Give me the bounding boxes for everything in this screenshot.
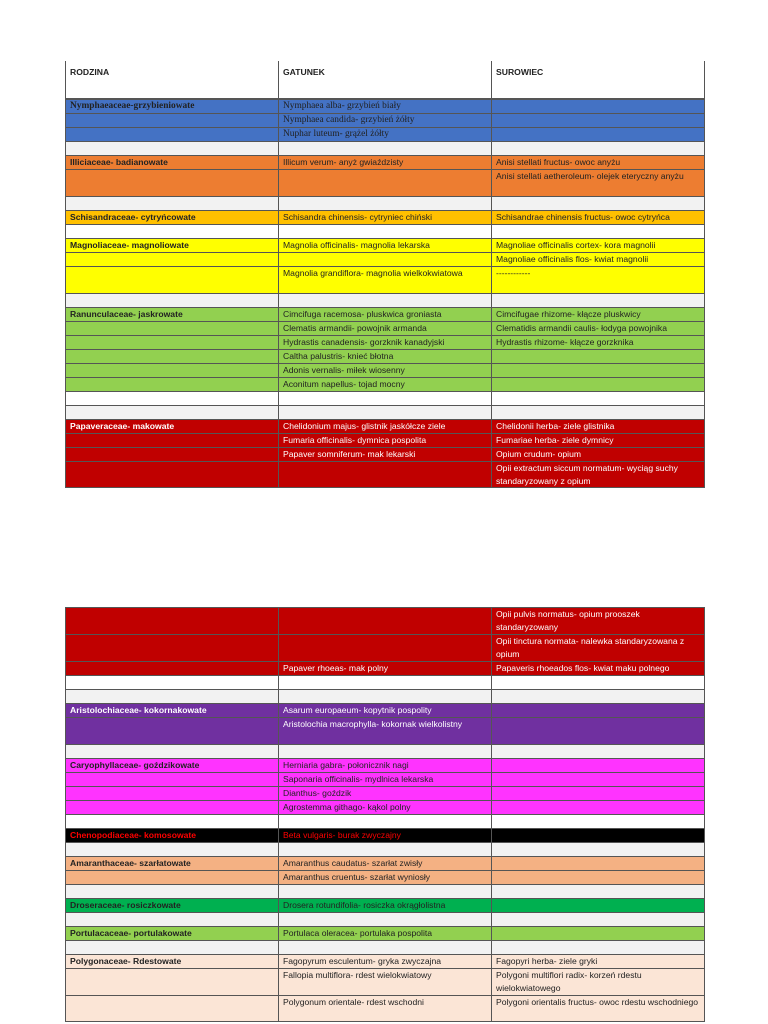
cell-surowiec [491,913,704,926]
cell-surowiec [491,100,704,113]
cell-rodzina [66,662,278,675]
cell-rodzina [66,128,278,141]
cell-gatunek [278,197,491,210]
cell-rodzina: Aristolochiaceae- kokornakowate [66,704,278,717]
table-row [66,898,704,912]
cell-surowiec: Polygoni multiflori radix- korzeń rdestu wielokwiatowego [491,969,704,995]
cell-rodzina: Polygonaceae- Rdestowate [66,955,278,968]
cell-surowiec [491,773,704,786]
cell-gatunek [278,608,491,634]
cell-gatunek [278,142,491,155]
table-row [66,786,704,800]
cell-rodzina [66,885,278,898]
cell-gatunek: Agrostemma githago- kąkol polny [278,801,491,814]
table-row [66,113,704,127]
table-row [66,127,704,141]
table-row [66,758,704,772]
cell-surowiec: Chelidonii herba- ziele glistnika [491,420,704,433]
cell-gatunek [278,941,491,954]
cell-surowiec: Anisi stellati fructus- owoc anyżu [491,156,704,169]
table-row [66,238,704,252]
cell-surowiec: Clematidis armandii caulis- łodyga powojnika [491,322,704,335]
cell-rodzina [66,434,278,447]
cell-rodzina: Portulacaceae- portulakowate [66,927,278,940]
table-row [66,800,704,814]
table-row [66,155,704,169]
cell-rodzina [66,294,278,307]
cell-rodzina [66,392,278,405]
table-row [66,607,704,634]
cell-gatunek: Fallopia multiflora- rdest wielokwiatowy [278,969,491,995]
table-row [66,461,704,488]
cell-rodzina: Amaranthaceae- szarłatowate [66,857,278,870]
cell-rodzina [66,322,278,335]
cell-rodzina: Caryophyllaceae- goździkowate [66,759,278,772]
cell-rodzina: Papaveraceae- makowate [66,420,278,433]
cell-rodzina [66,718,278,744]
cell-surowiec [491,676,704,689]
table-row [66,252,704,266]
table-row [66,926,704,940]
cell-rodzina [66,364,278,377]
table-row [66,744,704,758]
cell-rodzina: Magnoliaceae- magnoliowate [66,239,278,252]
cell-gatunek: Nymphaea alba- grzybień biały [278,100,491,113]
cell-gatunek: Caltha palustris- knieć błotna [278,350,491,363]
table-row [66,968,704,995]
cell-gatunek [278,170,491,196]
cell-surowiec: Schisandrae chinensis fructus- owoc cytryńca [491,211,704,224]
table-row [66,842,704,856]
cell-surowiec: ------------ [491,267,704,293]
cell-rodzina: Nymphaeaceae-grzybieniowate [66,100,278,113]
table-row [66,419,704,433]
cell-surowiec [491,941,704,954]
cell-surowiec [491,801,704,814]
cell-gatunek [278,462,491,487]
table-row [66,363,704,377]
cell-gatunek [278,815,491,828]
table-row [66,814,704,828]
cell-surowiec: Opii extractum siccum normatum- wyciąg suchy standaryzowany z opium [491,462,704,487]
plant-table-page-bottom [65,607,705,1022]
cell-surowiec [491,829,704,842]
cell-rodzina: Droseraceae- rosiczkowate [66,899,278,912]
table-row [66,169,704,196]
cell-gatunek [278,843,491,856]
cell-gatunek: Illicum verum- anyż gwiaździsty [278,156,491,169]
cell-surowiec [491,759,704,772]
cell-rodzina [66,996,278,1021]
table-row [66,954,704,968]
cell-rodzina [66,941,278,954]
cell-surowiec [491,871,704,884]
table-row [66,377,704,391]
cell-rodzina [66,969,278,995]
cell-surowiec [491,843,704,856]
cell-gatunek: Portulaca oleracea- portulaka pospolita [278,927,491,940]
table-row [66,293,704,307]
table-row [66,210,704,224]
cell-rodzina [66,462,278,487]
table-row [66,405,704,419]
cell-rodzina [66,676,278,689]
table-row [66,661,704,675]
cell-rodzina [66,378,278,391]
cell-gatunek: Hydrastis canadensis- gorzknik kanadyjski [278,336,491,349]
cell-surowiec [491,885,704,898]
cell-surowiec [491,225,704,238]
cell-gatunek: Aconitum napellus- tojad mocny [278,378,491,391]
table-row [66,856,704,870]
cell-surowiec [491,406,704,419]
cell-gatunek: Chelidonium majus- glistnik jaskółcze ziele [278,420,491,433]
cell-rodzina [66,350,278,363]
table-row [66,433,704,447]
table-row [66,349,704,363]
cell-gatunek [278,406,491,419]
cell-gatunek: Cimcifuga racemosa- pluskwica groniasta [278,308,491,321]
cell-rodzina: Illiciaceae- badianowate [66,156,278,169]
cell-surowiec [491,350,704,363]
cell-gatunek [278,885,491,898]
cell-gatunek: Magnolia officinalis- magnolia lekarska [278,239,491,252]
table-row [66,266,704,293]
plant-table-page-top [65,61,705,488]
table-header-row [66,61,704,99]
table-row [66,335,704,349]
cell-gatunek [278,294,491,307]
cell-surowiec [491,704,704,717]
cell-surowiec [491,142,704,155]
cell-gatunek: Beta vulgaris- burak zwyczajny [278,829,491,842]
cell-rodzina [66,690,278,703]
cell-rodzina [66,773,278,786]
cell-surowiec: Opii pulvis normatus- opium prooszek standaryzowany [491,608,704,634]
table-row [66,141,704,155]
cell-gatunek: Herniaria gabra- połonicznik nagi [278,759,491,772]
cell-gatunek [278,690,491,703]
table-row [66,940,704,954]
table-row [66,196,704,210]
cell-surowiec [491,128,704,141]
cell-surowiec: Anisi stellati aetheroleum- olejek eteryczny anyżu [491,170,704,196]
cell-gatunek: Amaranthus caudatus- szarłat zwisły [278,857,491,870]
cell-rodzina [66,913,278,926]
cell-gatunek [278,635,491,661]
cell-rodzina [66,871,278,884]
cell-gatunek [278,253,491,266]
cell-surowiec: Hydrastis rhizome- kłącze gorzknika [491,336,704,349]
cell-gatunek: Fagopyrum esculentum- gryka zwyczajna [278,955,491,968]
table-row [66,772,704,786]
table-row [66,689,704,703]
cell-gatunek: Fumaria officinalis- dymnica pospolita [278,434,491,447]
cell-gatunek: Asarum europaeum- kopytnik pospolity [278,704,491,717]
header-gatunek: GATUNEK [278,61,491,98]
cell-rodzina [66,608,278,634]
cell-surowiec [491,787,704,800]
cell-surowiec [491,197,704,210]
cell-rodzina: Chenopodiaceae- komosowate [66,829,278,842]
header-rodzina: RODZINA [70,67,110,77]
cell-surowiec: Fagopyri herba- ziele gryki [491,955,704,968]
table-row [66,321,704,335]
cell-gatunek: Adonis vernalis- miłek wiosenny [278,364,491,377]
table-row [66,391,704,405]
cell-gatunek [278,913,491,926]
table-row [66,675,704,689]
cell-gatunek: Dianthus- goździk [278,787,491,800]
cell-gatunek: Nuphar luteum- grążel żółty [278,128,491,141]
table-row [66,995,704,1022]
cell-rodzina [66,336,278,349]
cell-surowiec [491,378,704,391]
table-row [66,884,704,898]
cell-surowiec [491,899,704,912]
cell-surowiec [491,745,704,758]
cell-rodzina: Schisandraceae- cytryńcowate [66,211,278,224]
table-row [66,447,704,461]
cell-rodzina [66,815,278,828]
table-row [66,307,704,321]
cell-surowiec [491,690,704,703]
cell-gatunek: Drosera rotundifolia- rosiczka okrągłolistna [278,899,491,912]
cell-gatunek: Amaranthus cruentus- szarłat wyniosły [278,871,491,884]
cell-surowiec: Magnoliae officinalis flos- kwiat magnolii [491,253,704,266]
cell-rodzina [66,801,278,814]
cell-surowiec [491,364,704,377]
cell-surowiec [491,294,704,307]
cell-rodzina [66,197,278,210]
table-row [66,99,704,113]
cell-surowiec [491,718,704,744]
cell-gatunek: Clematis armandii- powojnik armanda [278,322,491,335]
cell-surowiec [491,927,704,940]
cell-surowiec: Polygoni orientalis fructus- owoc rdestu wschodniego [491,996,704,1021]
cell-gatunek: Magnolia grandiflora- magnolia wielkokwiatowa [278,267,491,293]
cell-rodzina [66,267,278,293]
cell-rodzina [66,448,278,461]
cell-gatunek: Saponaria officinalis- mydlnica lekarska [278,773,491,786]
cell-rodzina [66,635,278,661]
cell-surowiec: Magnoliae officinalis cortex- kora magnolii [491,239,704,252]
cell-rodzina [66,406,278,419]
table-row [66,912,704,926]
cell-rodzina [66,225,278,238]
table-row [66,224,704,238]
table-row [66,717,704,744]
cell-gatunek: Polygonum orientale- rdest wschodni [278,996,491,1021]
cell-surowiec: Papaveris rhoeados flos- kwiat maku polnego [491,662,704,675]
cell-gatunek: Papaver rhoeas- mak polny [278,662,491,675]
cell-rodzina [66,253,278,266]
cell-gatunek: Aristolochia macrophylla- kokornak wielkolistny [278,718,491,744]
cell-gatunek [278,392,491,405]
cell-rodzina [66,114,278,127]
cell-gatunek [278,676,491,689]
cell-surowiec: Fumariae herba- ziele dymnicy [491,434,704,447]
table-row [66,870,704,884]
cell-gatunek [278,745,491,758]
cell-surowiec [491,857,704,870]
cell-gatunek: Schisandra chinensis- cytryniec chiński [278,211,491,224]
cell-surowiec [491,392,704,405]
cell-rodzina [66,843,278,856]
cell-rodzina [66,745,278,758]
cell-surowiec: Opium crudum- opium [491,448,704,461]
cell-rodzina [66,787,278,800]
cell-surowiec: Cimcifugae rhizome- kłącze pluskwicy [491,308,704,321]
cell-gatunek [278,225,491,238]
cell-rodzina [66,170,278,196]
cell-surowiec: Opii tinctura normata- nalewka standaryzowana z opium [491,635,704,661]
cell-surowiec [491,114,704,127]
header-surowiec: SUROWIEC [491,61,704,98]
cell-gatunek: Papaver somniferum- mak lekarski [278,448,491,461]
table-row [66,634,704,661]
table-row [66,828,704,842]
cell-rodzina [66,142,278,155]
cell-gatunek: Nymphaea candida- grzybień żółty [278,114,491,127]
table-row [66,703,704,717]
cell-surowiec [491,815,704,828]
cell-rodzina: Ranunculaceae- jaskrowate [66,308,278,321]
